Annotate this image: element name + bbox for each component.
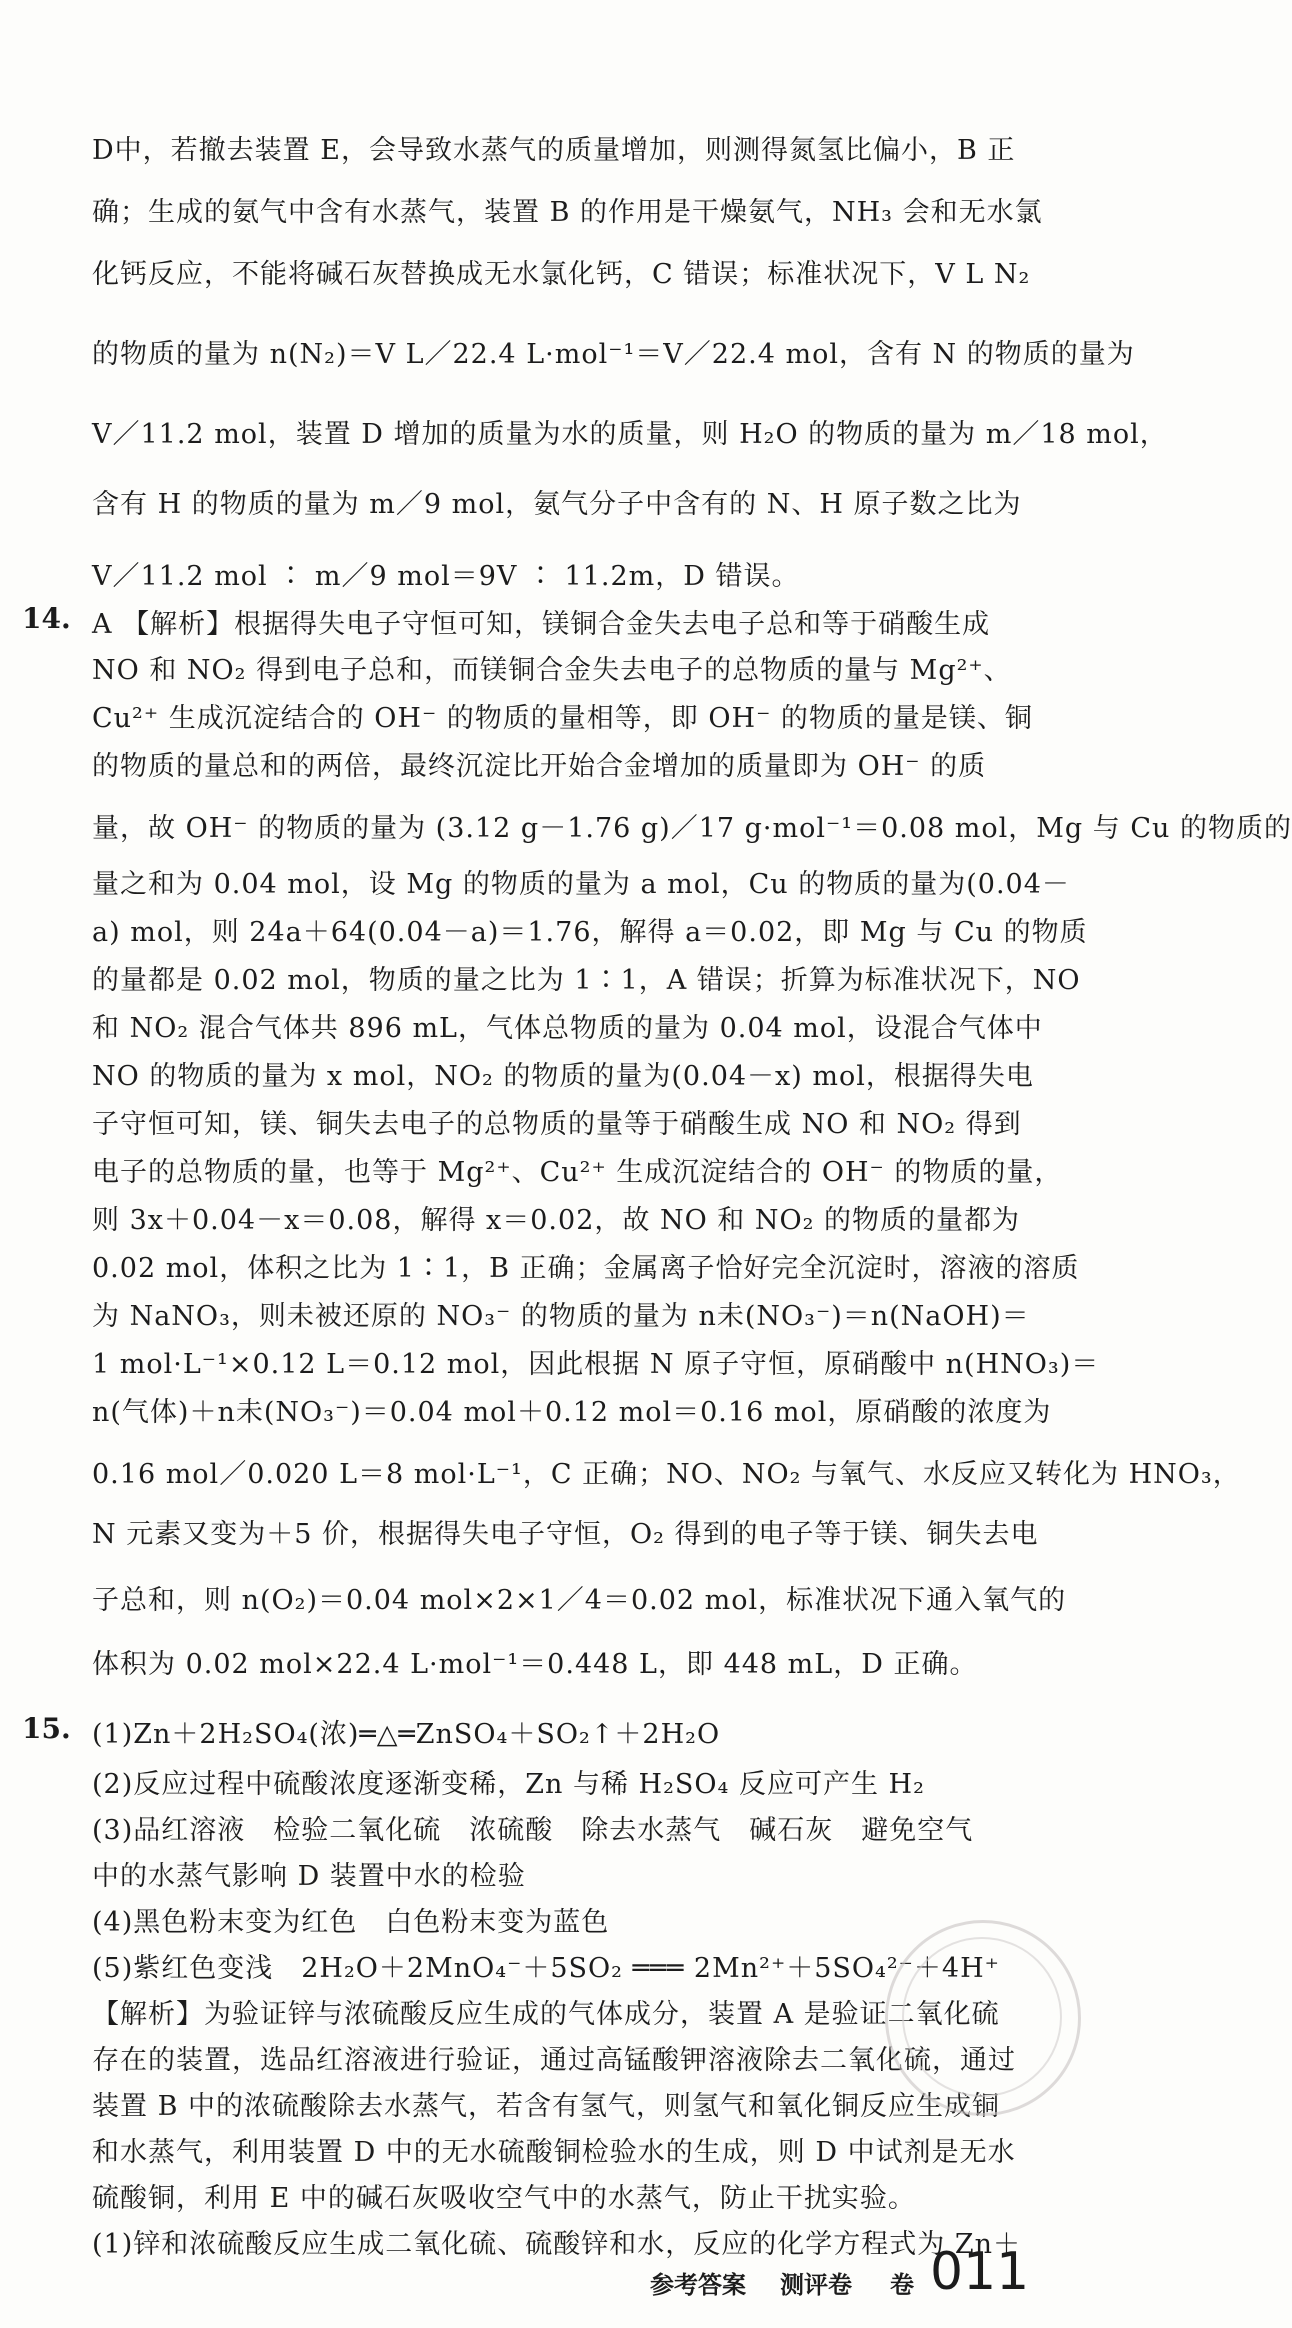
text-line: 中的水蒸气影响 D 装置中水的检验 — [92, 1861, 526, 1892]
text-line: 0.02 mol，体积之比为 1∶1，B 正确；金属离子恰好完全沉淀时，溶液的溶质 — [92, 1253, 1080, 1284]
text-line: (5)紫红色变浅 2H₂O＋2MnO₄⁻＋5SO₂ ═══ 2Mn²⁺＋5SO₄²⁻＋4H⁺ — [92, 1953, 1000, 1984]
text-line: (4)黑色粉末变为红色 白色粉末变为蓝色 — [92, 1907, 610, 1938]
text-line: 则 3x＋0.04－x＝0.08，解得 x＝0.02，故 NO 和 NO₂ 的物质的量都为 — [92, 1205, 1021, 1236]
footer-label-volume: 卷 — [890, 2270, 914, 2299]
text-line: NO 的物质的量为 x mol，NO₂ 的物质的量为(0.04－x) mol，根据得失电 — [92, 1061, 1034, 1092]
text-line: (3)品红溶液 检验二氧化硫 浓硫酸 除去水蒸气 碱石灰 避免空气 — [92, 1815, 974, 1846]
text-line: n(气体)＋n未(NO₃⁻)＝0.04 mol＋0.12 mol＝0.16 mol，原硝酸的浓度为 — [92, 1397, 1052, 1428]
question-number: 14. — [22, 602, 71, 635]
text-line: V／11.2 mol ∶ m／9 mol＝9V ∶ 11.2m，D 错误。 — [92, 561, 800, 592]
text-line: 1 mol·L⁻¹×0.12 L＝0.12 mol，因此根据 N 原子守恒，原硝酸中 n(HNO₃)＝ — [92, 1349, 1100, 1380]
text-line: 量，故 OH⁻ 的物质的量为 (3.12 g－1.76 g)／17 g·mol⁻¹＝0.08 mol，Mg 与 Cu 的物质的 — [92, 813, 1292, 844]
footer-label-answers: 参考答案 — [650, 2270, 746, 2299]
text-line: 存在的装置，选品红溶液进行验证，通过高锰酸钾溶液除去二氧化硫，通过 — [92, 2045, 1016, 2076]
text-line: Cu²⁺ 生成沉淀结合的 OH⁻ 的物质的量相等，即 OH⁻ 的物质的量是镁、铜 — [92, 703, 1033, 734]
text-line: (1)Zn＋2H₂SO₄(浓)═△═ZnSO₄＋SO₂↑＋2H₂O — [92, 1719, 721, 1750]
text-line: 装置 B 中的浓硫酸除去水蒸气，若含有氢气，则氢气和氧化铜反应生成铜 — [92, 2091, 1001, 2122]
page-number: 011 — [930, 2242, 1030, 2302]
question-number: 15. — [22, 1712, 71, 1745]
text-line: A 【解析】根据得失电子守恒可知，镁铜合金失去电子总和等于硝酸生成 — [92, 609, 991, 640]
text-line: NO 和 NO₂ 得到电子总和，而镁铜合金失去电子的总物质的量与 Mg²⁺、 — [92, 655, 1012, 686]
text-line: 子守恒可知，镁、铜失去电子的总物质的量等于硝酸生成 NO 和 NO₂ 得到 — [92, 1109, 1022, 1140]
text-line: (2)反应过程中硫酸浓度逐渐变稀，Zn 与稀 H₂SO₄ 反应可产生 H₂ — [92, 1769, 925, 1800]
text-line: V／11.2 mol，装置 D 增加的质量为水的质量，则 H₂O 的物质的量为 m／18 mol， — [92, 419, 1168, 450]
text-line: 化钙反应，不能将碱石灰替换成无水氯化钙，C 错误；标准状况下，V L N₂ — [92, 259, 1031, 290]
text-line: 和水蒸气，利用装置 D 中的无水硫酸铜检验水的生成，则 D 中试剂是无水 — [92, 2137, 1016, 2168]
watermark-seal — [885, 1920, 1081, 2116]
text-line: 0.16 mol／0.020 L＝8 mol·L⁻¹，C 正确；NO、NO₂ 与氧气、水反应又转化为 HNO₃， — [92, 1459, 1241, 1490]
text-line: 电子的总物质的量，也等于 Mg²⁺、Cu²⁺ 生成沉淀结合的 OH⁻ 的物质的量， — [92, 1157, 1063, 1188]
text-line: 量之和为 0.04 mol，设 Mg 的物质的量为 a mol，Cu 的物质的量为(0.04－ — [92, 869, 1070, 900]
text-line: 的物质的量总和的两倍，最终沉淀比开始合金增加的质量即为 OH⁻ 的质 — [92, 751, 987, 782]
text-line: 硫酸铜，利用 E 中的碱石灰吸收空气中的水蒸气，防止干扰实验。 — [92, 2183, 916, 2214]
text-line: 子总和，则 n(O₂)＝0.04 mol×2×1／4＝0.02 mol，标准状况下通入氧气的 — [92, 1585, 1067, 1616]
text-line: a) mol，则 24a＋64(0.04－a)＝1.76，解得 a＝0.02，即 Mg 与 Cu 的物质 — [92, 917, 1088, 948]
text-line: 的物质的量为 n(N₂)＝V L／22.4 L·mol⁻¹＝V／22.4 mol，含有 N 的物质的量为 — [92, 339, 1135, 370]
text-line: D中，若撤去装置 E，会导致水蒸气的质量增加，则测得氮氢比偏小，B 正 — [92, 135, 1016, 166]
footer-label-test: 测评卷 — [780, 2270, 852, 2299]
text-line: 和 NO₂ 混合气体共 896 mL，气体总物质的量为 0.04 mol，设混合气体中 — [92, 1013, 1043, 1044]
text-line: 为 NaNO₃，则未被还原的 NO₃⁻ 的物质的量为 n未(NO₃⁻)＝n(NaOH)＝ — [92, 1301, 1030, 1332]
text-line: 含有 H 的物质的量为 m／9 mol，氨气分子中含有的 N、H 原子数之比为 — [92, 489, 1022, 520]
text-line: N 元素又变为＋5 价，根据得失电子守恒，O₂ 得到的电子等于镁、铜失去电 — [92, 1519, 1039, 1550]
text-line: 【解析】为验证锌与浓硫酸反应生成的气体成分，装置 A 是验证二氧化硫 — [92, 1999, 1000, 2030]
text-line: (1)锌和浓硫酸反应生成二氧化硫、硫酸锌和水，反应的化学方程式为 Zn＋ — [92, 2229, 1021, 2260]
text-line: 体积为 0.02 mol×22.4 L·mol⁻¹＝0.448 L，即 448 mL，D 正确。 — [92, 1649, 978, 1680]
text-line: 的量都是 0.02 mol，物质的量之比为 1∶1，A 错误；折算为标准状况下，NO — [92, 965, 1081, 996]
text-line: 确；生成的氨气中含有水蒸气，装置 B 的作用是干燥氨气，NH₃ 会和无水氯 — [92, 197, 1043, 228]
